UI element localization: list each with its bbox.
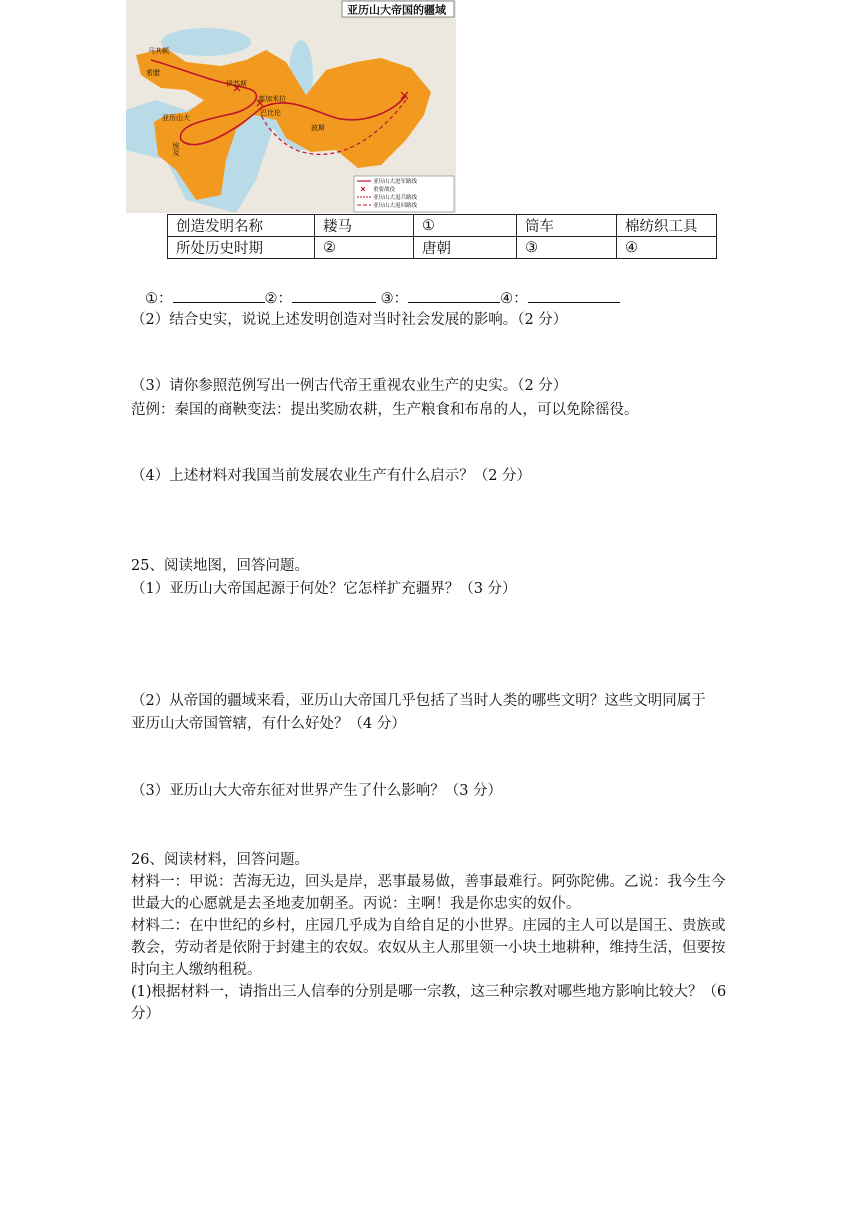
map-title: 亚历山大帝国的疆域 — [347, 3, 446, 17]
q26-part1: (1)根据材料一，请指出三人信奉的分别是哪一宗教，这三种宗教对哪些地方影响比较大？（6 分） — [131, 984, 727, 1022]
blank-label-4: ④： — [500, 291, 528, 307]
q25-part2a: （2）从帝国的疆域来看，亚历山大帝国几乎包括了当时人类的哪些文明？这些文明同属于 — [131, 693, 706, 709]
label-greece: 希腊 — [146, 69, 160, 77]
q25-title: 25、阅读地图，回答问题。 — [131, 558, 309, 574]
alexander-empire-map — [126, 0, 456, 213]
q24-part3: （3）请你参照范例写出一例古代帝王重视农业生产的史实。（2 分） — [131, 378, 568, 394]
table-cell: ② — [315, 237, 414, 259]
q26-material1: 材料一：甲说：苦海无边，回头是岸，恶事最易做，善事最难行。阿弥陀佛。乙说：我今生今世最大的心愿就是去圣地麦加朝圣。丙说：主啊！我是你忠实的奴仆。 — [131, 874, 726, 912]
q26-material2: 材料二：在中世纪的乡村，庄园几乎成为自给自足的小世界。庄园的主人可以是国王、贵族或教会，劳动者是依附于封建主的农奴。农奴从主人那里领一小块土地耕种，维持生活，但要按时向主人缴纳租税。 — [131, 918, 726, 978]
blank-4[interactable] — [528, 288, 620, 303]
table-row — [168, 215, 717, 237]
q25-part1: （1）亚历山大帝国起源于何处？它怎样扩充疆界？（3 分） — [131, 581, 517, 597]
legend-retreat: 亚历山大退兵路线 — [373, 195, 418, 201]
label-gaugamela: 高加米拉 — [258, 95, 286, 103]
table-cell: 筒车 — [517, 215, 617, 237]
blank-label-1: ①： — [145, 291, 173, 307]
legend-battle: 重要战役 — [373, 187, 396, 193]
table-cell: 棉纺织工具 — [617, 215, 717, 237]
table-cell: 耧马 — [315, 215, 414, 237]
q24-part2: （2）结合史实，说说上述发明创造对当时社会发展的影响。（2 分） — [131, 312, 568, 328]
table-cell: ④ — [617, 237, 717, 259]
label-egypt: 埃及 — [172, 142, 180, 156]
label-babylon: 巴比伦 — [260, 109, 281, 117]
blank-3[interactable] — [408, 288, 500, 303]
blank-label-2: ②： — [264, 291, 292, 307]
label-macedonia: 马其顿 — [148, 47, 169, 55]
answer-blanks — [145, 288, 620, 309]
label-issus: 伊苏斯 — [226, 80, 247, 88]
table-cell: 唐朝 — [414, 237, 517, 259]
label-alexandria: 亚历山大 — [162, 114, 190, 122]
table-cell: 创造发明名称 — [168, 215, 315, 237]
q25-part3: （3）亚历山大大帝东征对世界产生了什么影响？（3 分） — [131, 783, 503, 799]
table-cell: 所处历史时期 — [168, 237, 315, 259]
legend-return: 亚历山大返回路线 — [373, 203, 418, 209]
table-cell: ① — [414, 215, 517, 237]
q25-part2b: 亚历山大帝国管辖，有什么好处？（4 分） — [131, 716, 406, 732]
q26-title: 26、阅读材料，回答问题。 — [131, 852, 309, 868]
inventions-table — [167, 214, 717, 259]
blank-label-3: ③： — [380, 291, 409, 307]
legend-advance: 亚历山大进军路线 — [373, 179, 418, 185]
q24-part4: （4）上述材料对我国当前发展农业生产有什么启示？（2 分） — [131, 468, 532, 484]
table-row — [168, 237, 717, 259]
q24-example: 范例：秦国的商鞅变法：提出奖励农耕，生产粮食和布帛的人，可以免除徭役。 — [131, 402, 639, 418]
table-cell: ③ — [517, 237, 617, 259]
label-persia: 波斯 — [311, 124, 325, 132]
blank-1[interactable] — [173, 288, 265, 303]
blank-2[interactable] — [292, 288, 376, 303]
